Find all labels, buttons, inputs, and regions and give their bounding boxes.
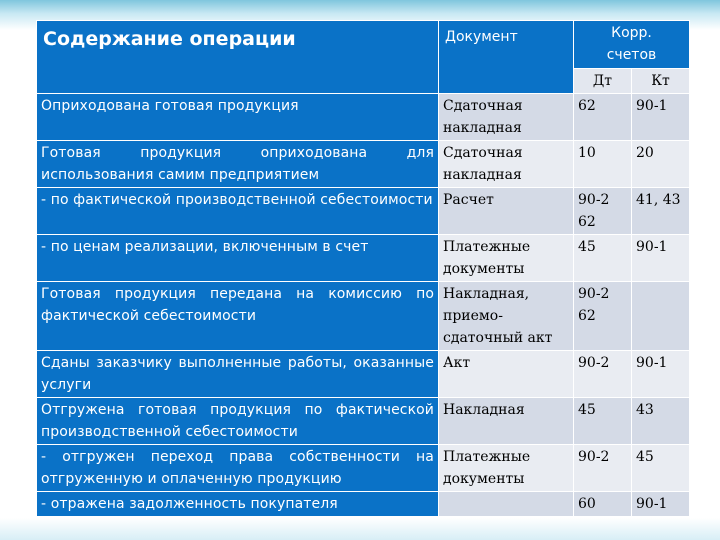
- header-debit: Дт: [574, 69, 632, 94]
- table-row: [37, 141, 690, 188]
- table-row: [37, 94, 690, 141]
- credit-cell: 20: [632, 141, 690, 188]
- operation-description: Готовая продукция оприходована для использования самим предприятием: [37, 141, 439, 188]
- document-cell: Накладная, приемо-сдаточный акт: [439, 282, 574, 351]
- credit-cell: 90-1: [632, 351, 690, 398]
- table-row: [37, 351, 690, 398]
- table-row: [37, 492, 690, 517]
- debit-cell: 60: [574, 492, 632, 517]
- bottom-decoration: [0, 518, 720, 540]
- header-credit: Кт: [632, 69, 690, 94]
- operation-description: Оприходована готовая продукция: [37, 94, 439, 141]
- debit-cell: 10: [574, 141, 632, 188]
- debit-cell: 90-2: [574, 351, 632, 398]
- document-cell: Накладная: [439, 398, 574, 445]
- table-row: [37, 445, 690, 492]
- table-body: [37, 94, 690, 517]
- table-row: [37, 282, 690, 351]
- header-corr-line1: Корр.: [611, 25, 652, 41]
- document-cell: Сдаточная накладная: [439, 141, 574, 188]
- credit-cell: 90-1: [632, 94, 690, 141]
- debit-cell: 90-2 62: [574, 282, 632, 351]
- header-operation: Содержание операции: [37, 21, 439, 94]
- debit-cell: 45: [574, 235, 632, 282]
- table-row: [37, 188, 690, 235]
- credit-cell: 90-1: [632, 492, 690, 517]
- document-cell: Платежные документы: [439, 445, 574, 492]
- debit-cell: 62: [574, 94, 632, 141]
- credit-cell: 90-1: [632, 235, 690, 282]
- operation-description: - по фактической производственной себестоимости: [37, 188, 439, 235]
- debit-cell: 45: [574, 398, 632, 445]
- credit-cell: 43: [632, 398, 690, 445]
- operation-description: - по ценам реализации, включенным в счет: [37, 235, 439, 282]
- document-cell: [439, 492, 574, 517]
- debit-cell: 90-2: [574, 445, 632, 492]
- operation-description: - отгружен переход права собственности на отгруженную и оплаченную продукцию: [37, 445, 439, 492]
- operations-table: [36, 20, 690, 517]
- credit-cell: 41, 43: [632, 188, 690, 235]
- document-cell: Сдаточная накладная: [439, 94, 574, 141]
- operation-description: Готовая продукция передана на комиссию по фактической себестоимости: [37, 282, 439, 351]
- document-cell: Платежные документы: [439, 235, 574, 282]
- header-corr-accounts: [574, 21, 690, 69]
- document-cell: Акт: [439, 351, 574, 398]
- header-corr-line2: счетов: [606, 47, 657, 63]
- credit-cell: 45: [632, 445, 690, 492]
- operation-description: Сданы заказчику выполненные работы, оказанные услуги: [37, 351, 439, 398]
- table-row: [37, 235, 690, 282]
- operation-description: Отгружена готовая продукция по фактической производственной себестоимости: [37, 398, 439, 445]
- debit-cell: 90-2 62: [574, 188, 632, 235]
- header-document: Документ: [439, 21, 574, 94]
- credit-cell: [632, 282, 690, 351]
- document-cell: Расчет: [439, 188, 574, 235]
- table-row: [37, 398, 690, 445]
- operation-description: - отражена задолженность покупателя: [37, 492, 439, 517]
